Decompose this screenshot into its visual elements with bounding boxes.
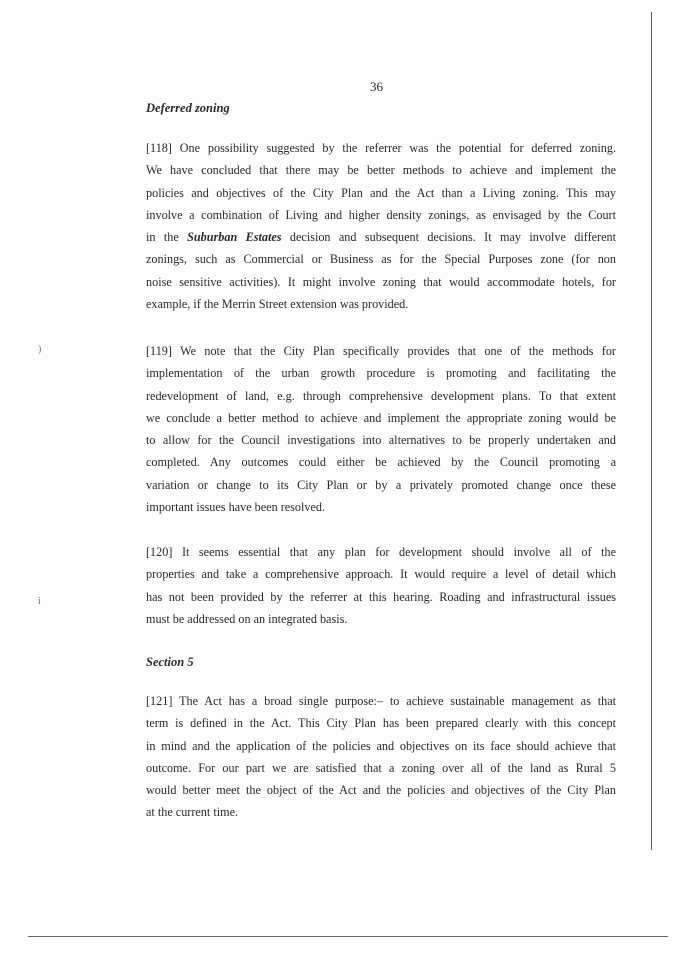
text-line: important issues have been resolved. bbox=[146, 500, 326, 515]
text-line: we conclude a better method to achieve and implement the appropriate zoning would be bbox=[146, 410, 616, 425]
text-fragment: decision and subsequent decisions. It may involve different bbox=[281, 230, 617, 245]
heading-section-5: Section 5 bbox=[146, 655, 194, 669]
text-line: has not been provided by the referrer at this hearing. Roading and infrastructural issues bbox=[146, 589, 616, 604]
page-number: 36 bbox=[370, 79, 383, 94]
text-line: variation or change to its City Plan or by a privately promoted change once these bbox=[146, 477, 616, 492]
text-line: must be addressed on an integrated basis. bbox=[146, 611, 348, 626]
text-line: We have concluded that there may be better methods to achieve and implement the bbox=[146, 163, 616, 178]
text-line: example, if the Merrin Street extension was provided. bbox=[146, 297, 409, 312]
text-line: outcome. For our part we are satisfied that a zoning over all of the land as Rural 5 bbox=[146, 760, 616, 775]
paragraph-121 bbox=[146, 690, 616, 824]
text-line: [118] One possibility suggested by the referrer was the potential for deferred zoning. bbox=[146, 141, 616, 155]
text-line: [119] We note that the City Plan specifically provides that one of the methods for bbox=[146, 344, 616, 358]
text-line: implementation of the urban growth procedure is promoting and facilitating the bbox=[146, 366, 616, 381]
text-line: would better meet the object of the Act and the policies and objectives of the City Plan bbox=[146, 783, 616, 798]
text-line: term is defined in the Act. This City Plan has been prepared clearly with this concept bbox=[146, 716, 616, 731]
text-line bbox=[146, 226, 616, 248]
scan-edge-bottom bbox=[28, 936, 668, 937]
text-line: [121] The Act has a broad single purpose:– to achieve sustainable management as that bbox=[146, 694, 616, 708]
case-name: Suburban Estates bbox=[187, 230, 282, 245]
text-line: [120] It seems essential that any plan for development should involve all of the bbox=[146, 545, 616, 559]
text-line: involve a combination of Living and higher density zonings, as envisaged by the Court bbox=[146, 207, 616, 222]
text-line: noise sensitive activities). It might involve zoning that would accommodate hotels, for bbox=[146, 274, 616, 289]
scan-speck: i bbox=[38, 596, 41, 607]
text-line: properties and take a comprehensive approach. It would require a level of detail which bbox=[146, 567, 616, 582]
heading-deferred-zoning: Deferred zoning bbox=[146, 101, 230, 115]
text-line: policies and objectives of the City Plan and the Act than a Living zoning. This may bbox=[146, 185, 616, 200]
text-line: at the current time. bbox=[146, 805, 239, 820]
text-fragment: in the bbox=[146, 230, 188, 245]
text-line: completed. Any outcomes could either be achieved by the Council promoting a bbox=[146, 455, 616, 470]
text-line: to allow for the Council investigations into alternatives to be properly undertaken and bbox=[146, 433, 616, 448]
text-line: in mind and the application of the policies and objectives on its face should achieve that bbox=[146, 738, 616, 753]
paragraph-118 bbox=[146, 137, 616, 315]
scan-speck: ) bbox=[38, 344, 42, 355]
scan-edge-right bbox=[651, 12, 652, 850]
text-line: zonings, such as Commercial or Business as for the Special Purposes zone (for non bbox=[146, 252, 616, 267]
text-line: redevelopment of land, e.g. through comprehensive development plans. To that extent bbox=[146, 388, 616, 403]
paragraph-119 bbox=[146, 340, 616, 518]
paragraph-120 bbox=[146, 541, 616, 630]
